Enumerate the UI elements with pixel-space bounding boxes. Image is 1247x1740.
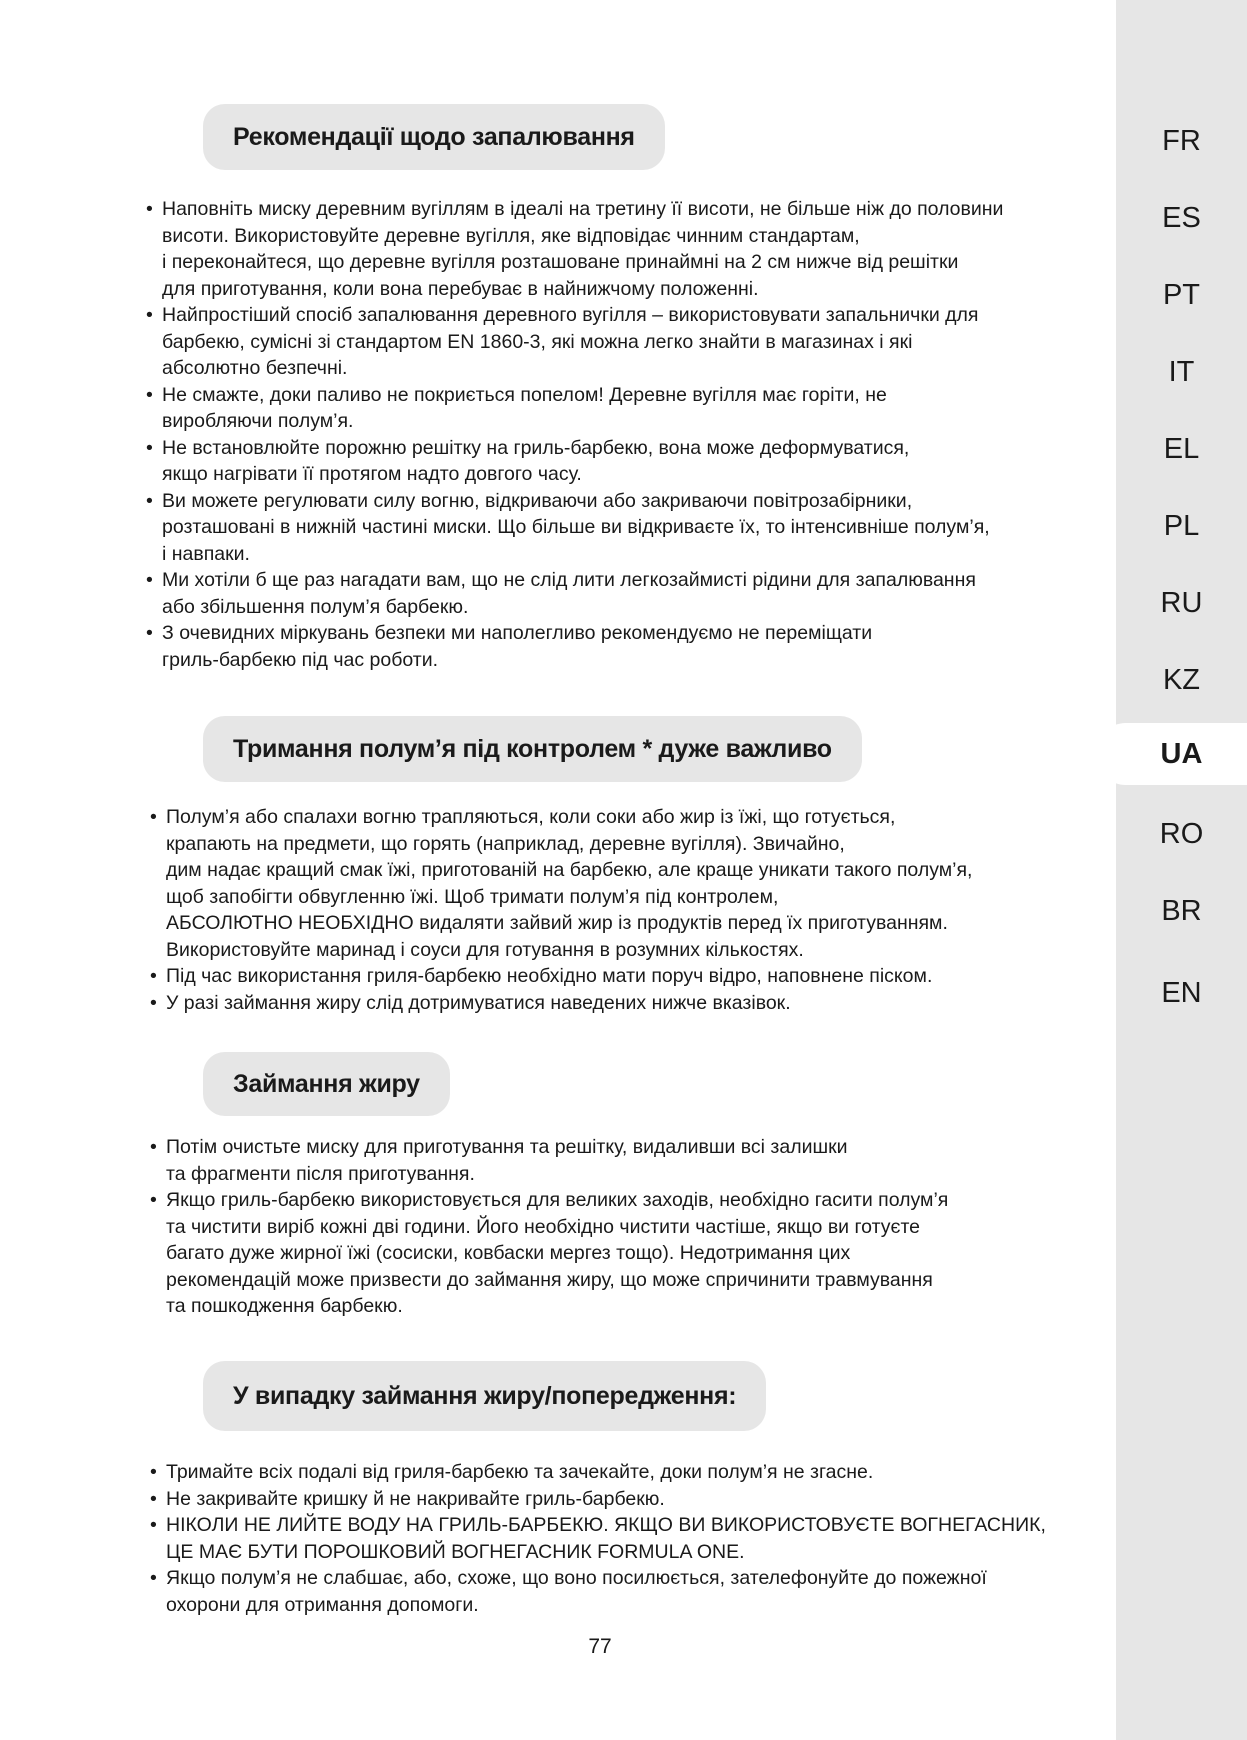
section-heading-grease-fire-warning: У випадку займання жиру/попередження: <box>203 1361 766 1431</box>
list-item: • Полум’я або спалахи вогню трапляються, коли соки або жир із їжі, що готується, крапають на предмети, що горять (наприклад, деревне вугілля). Звичайно, дим надає кращий смак їжі, приготованій на барбекю, але краще уникати такого полум’я, щоб запобігти обвугленню їжі. Щоб тримати полум’я під контролем, АБСОЛЮТНО НЕОБХІДНО видаляти зайвий жир із продуктів перед їх приготуванням. Використовуйте маринад і соуси для готування в розумних кількостях. <box>150 804 1070 963</box>
list-item: • Найпростіший спосіб запалювання деревного вугілля – використовувати запальнички для барбекю, сумісні зі стандартом EN 1860-3, які можна легко знайти в магазинах і які абсолютно безпечні. <box>146 302 1066 382</box>
lang-tab-kz[interactable]: KZ <box>1162 663 1201 696</box>
section-body-flame-control <box>150 804 1070 1016</box>
list-item: • Ви можете регулювати силу вогню, відкриваючи або закриваючи повітрозабірники, розташовані в нижній частині миски. Що більше ви відкриваєте їх, то інтенсивніше полум’я, і навпаки. <box>146 488 1066 568</box>
list-item: • Не смажте, доки паливо не покриється попелом! Деревне вугілля має горіти, не виробляючи полум’я. <box>146 382 1066 435</box>
list-item: • Ми хотіли б ще раз нагадати вам, що не слід лити легкозаймисті рідини для запалювання або збільшення полум’я барбекю. <box>146 567 1066 620</box>
lang-tab-fr[interactable]: FR <box>1162 124 1201 157</box>
list-item: • Не встановлюйте порожню решітку на гриль-барбекю, вона може деформуватися, якщо нагрівати її протягом надто довгого часу. <box>146 435 1066 488</box>
lang-tab-es[interactable]: ES <box>1162 201 1201 234</box>
lang-tab-pl[interactable]: PL <box>1163 509 1200 542</box>
lang-tab-ua[interactable]: UA <box>1096 723 1247 785</box>
section-heading-flame-control: Тримання полум’я під контролем * дуже важливо <box>203 716 862 782</box>
lang-tab-ro[interactable]: RO <box>1159 817 1204 850</box>
list-item: • Потім очистьте миску для приготування та решітку, видаливши всі залишки та фрагменти після приготування. <box>150 1134 1070 1187</box>
section-heading-ignition: Рекомендації щодо запалювання <box>203 104 665 170</box>
list-item: • Якщо полум’я не слабшає, або, схоже, що воно посилюється, зателефонуйте до пожежної охорони для отримання допомоги. <box>150 1565 1070 1618</box>
lang-tab-br[interactable]: BR <box>1161 894 1202 927</box>
list-item: • З очевидних міркувань безпеки ми наполегливо рекомендуємо не переміщати гриль-барбекю під час роботи. <box>146 620 1066 673</box>
list-item: • Наповніть миску деревним вугіллям в ідеалі на третину її висоти, не більше ніж до половини висоти. Використовуйте деревне вугілля, яке відповідає чинним стандартам, і переконайтеся, що деревне вугілля розташоване принаймні на 2 см нижче від решітки для приготування, коли вона перебуває в найнижчому положенні. <box>146 196 1066 302</box>
section-body-grease-fire-warning <box>150 1459 1070 1618</box>
list-item: • У разі займання жиру слід дотримуватися наведених нижче вказівок. <box>150 990 1070 1017</box>
lang-tab-pt[interactable]: PT <box>1162 278 1201 311</box>
language-sidebar <box>1116 0 1247 1740</box>
list-item: • Під час використання гриля-барбекю необхідно мати поруч відро, наповнене піском. <box>150 963 1070 990</box>
list-item: • Тримайте всіх подалі від гриля-барбекю та зачекайте, доки полум’я не згасне. <box>150 1459 1070 1486</box>
lang-tab-el[interactable]: EL <box>1163 432 1200 465</box>
lang-tab-ru[interactable]: RU <box>1160 586 1203 619</box>
section-body-ignition <box>146 196 1066 673</box>
section-heading-grease-fire: Займання жиру <box>203 1052 450 1116</box>
page-number: 77 <box>588 1635 612 1658</box>
list-item: • НІКОЛИ НЕ ЛИЙТЕ ВОДУ НА ГРИЛЬ-БАРБЕКЮ. ЯКЩО ВИ ВИКОРИСТОВУЄТЕ ВОГНЕГАСНИК, ЦЕ МАЄ БУТИ ПОРОШКОВИЙ ВОГНЕГАСНИК FORMULA ONE. <box>150 1512 1070 1565</box>
lang-tab-en[interactable]: EN <box>1161 976 1202 1009</box>
list-item: • Якщо гриль-барбекю використовується для великих заходів, необхідно гасити полум’я та чистити виріб кожні дві години. Його необхідно чистити частіше, якщо ви готуєте багато дуже жирної їжі (сосиски, ковбаски мергез тощо). Недотримання цих рекомендацій може призвести до займання жиру, що може спричинити травмування та пошкодження барбекю. <box>150 1187 1070 1320</box>
lang-tab-it[interactable]: IT <box>1168 355 1195 388</box>
section-body-grease-fire <box>150 1134 1070 1320</box>
list-item: • Не закривайте кришку й не накривайте гриль-барбекю. <box>150 1486 1070 1513</box>
